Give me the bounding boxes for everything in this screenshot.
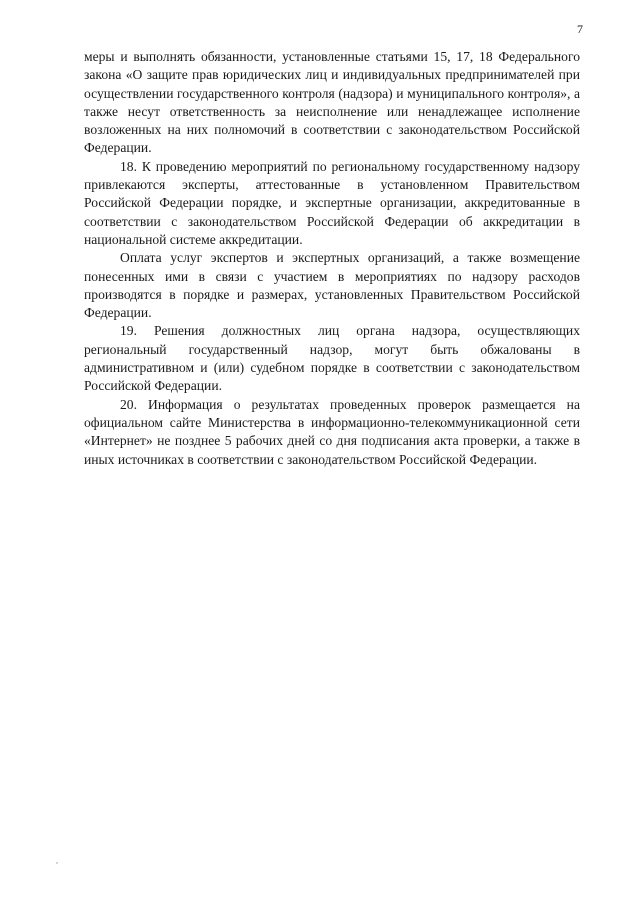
paragraph-18-payment: Оплата услуг экспертов и экспертных организаций, а также возмещение понесенных ими в связи с участием в мероприятиях по надзору расходов производятся в порядке и размерах, установленных Правительством Российской Федерации. bbox=[84, 250, 580, 321]
body-text bbox=[84, 48, 580, 469]
page-number: 7 bbox=[577, 22, 583, 36]
paragraph-20: 20. Информация о результатах проведенных проверок размещается на официальном сайте Министерства в информационно-телекоммуникационной сети «Интернет» не позднее 5 рабочих дней со дня подписания акта проверки, а также в иных источниках в соответствии с законодательством Российской Федерации. bbox=[84, 396, 580, 467]
paragraph-19: 19. Решения должностных лиц органа надзора, осуществляющих региональный государственный надзор, могут быть обжалованы в административном и (или) судебном порядке в соответствии с законодательством Российской Федерации. bbox=[84, 323, 580, 394]
paragraph-continuation: меры и выполнять обязанности, установленные статьями 15, 17, 18 Федерального закона «О защите прав юридических лиц и индивидуальных предпринимателей при осуществлении государственного контроля (надзора) и муниципального контроля», а также несут ответственность за неисполнение или ненадлежащее исполнение возложенных на них полномочий в соответствии с законодательством Российской Федерации. bbox=[84, 49, 580, 156]
scan-speck bbox=[56, 862, 58, 864]
paragraph-18: 18. К проведению мероприятий по региональному государственному надзору привлекаются эксперты, аттестованные в установленном Правительством Российской Федерации порядке, и экспертные организации, аккредитованные в соответствии с законодательством Российской Федерации об аккредитации в национальной системе аккредитации. bbox=[84, 158, 580, 247]
